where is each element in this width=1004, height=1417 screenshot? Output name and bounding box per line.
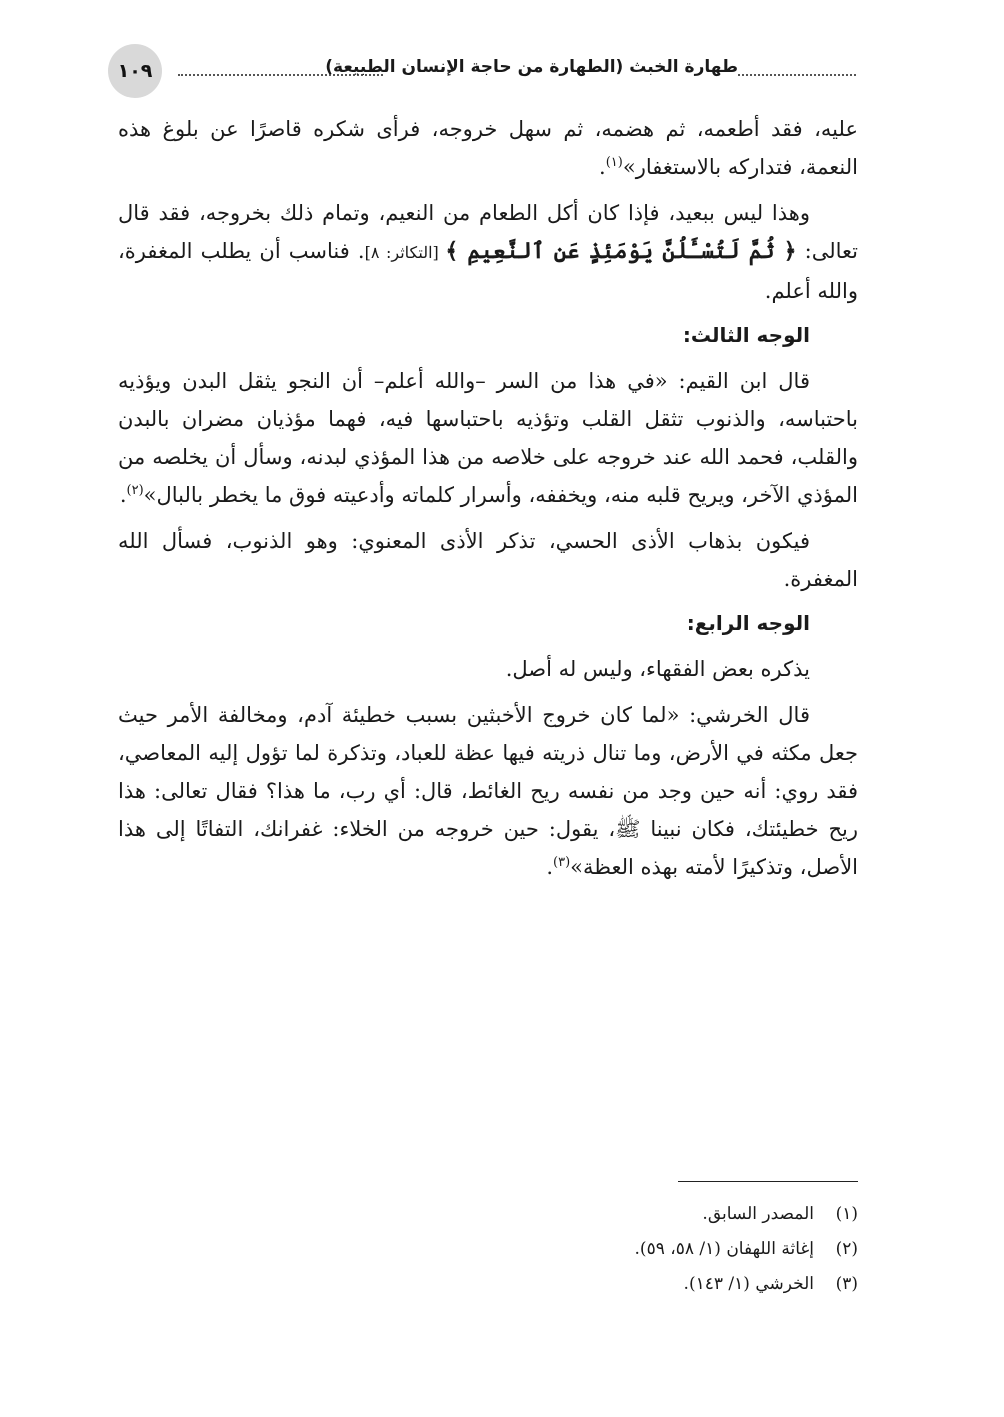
paragraph-kharashi	[118, 696, 858, 886]
footnote-ref-3[interactable]: (٣)	[553, 855, 571, 870]
footnote-ref-2[interactable]: (٢)	[126, 483, 144, 498]
paragraph-text: عليه، فقد أطعمه، ثم هضمه، ثم سهل خروجه، فرأى شكره قاصرًا عن بلوغ هذه النعمة، فتداركه بالاستغفار»	[118, 117, 858, 179]
footnote-separator	[678, 1181, 858, 1182]
paragraph-text: قال الخرشي: «لما كان خروج الأخبثين بسبب خطيئة آدم، ومخالفة الأمر حيث جعل مكثه في الأرض، وما تنال ذريته فيها عظة للعباد، وتذكرة لما تؤول إليه المعاصي، فقد روي: أنه حين وجد من نفسه ريح الغائط، قال: أي رب، ما هذا؟ فقال تعالى: هذا ريح خطيئتك، فكان نبينا ﷺ، يقول: حين خروجه من الخلاء: غفرانك، التفاتًا إلى هذا الأصل، وتذكيرًا لأمته بهذه العظة»	[118, 703, 858, 879]
running-header	[108, 44, 856, 106]
footnote-text: إغاثة اللهفان (١/ ٥٨، ٥٩).	[634, 1239, 814, 1259]
paragraph-end: .	[599, 155, 606, 179]
page-number-badge: ١٠٩	[108, 44, 162, 98]
paragraph-short: يذكره بعض الفقهاء، وليس له أصل.	[505, 657, 810, 681]
footnote-number: (٢)	[835, 1239, 858, 1259]
paragraph-ibn-qayyim	[118, 362, 858, 514]
footnote-number: (١)	[835, 1204, 858, 1224]
quran-verse: ﴿ ثُمَّ لَتُسْـَٔلُنَّ يَوْمَئِذٍ عَنِ ٱلنَّعِيمِ ﴾	[445, 238, 797, 264]
main-text	[118, 110, 858, 894]
paragraph-end: .	[546, 855, 553, 879]
footnote-item	[118, 1232, 858, 1267]
paragraph-text: . فناسب أن يطلب المغفرة، والله أعلم.	[118, 239, 858, 303]
footnote-item	[118, 1267, 858, 1302]
running-title: طهارة الخبث (الطهارة من حاجة الإنسان الطبيعة)	[325, 57, 738, 77]
footnote-text: الخرشي (١/ ١٤٣).	[683, 1274, 814, 1294]
paragraph-text: قال ابن القيم: «في هذا من السر –والله أعلم– أن النجو يثقل البدن ويؤذيه باحتباسه، والذنوب تثقل القلب وتؤذيه باحتباسها فيه، فهما مؤذيان مضران بالبدن والقلب، فحمد الله عند خروجه على خلاصه من هذا المؤذي لبدنه، وسأل أن يخلصه من المؤذي الآخر، ويريح قلبه منه، ويخففه، وأسرار كلماته وأدعيته فوق ما يخطر بالبال»	[118, 369, 858, 507]
header-dot-leader-right	[738, 74, 856, 76]
paragraph-text: وهذا ليس ببعيد، فإذا كان أكل الطعام من النعيم، وتمام ذلك بخروجه، فقد قال تعالى:	[118, 201, 858, 263]
section-heading-fourth: الوجه الرابع:	[686, 611, 810, 635]
footnotes	[118, 1197, 858, 1302]
paragraph-end: .	[119, 483, 127, 507]
footnote-text: المصدر السابق.	[702, 1204, 814, 1224]
section-heading-third: الوجه الثالث:	[682, 323, 810, 347]
footnote-item	[118, 1197, 858, 1232]
surah-citation: [التكاثر: ٨]	[364, 243, 446, 262]
paragraph-conclusion: فيكون بذهاب الأذى الحسي، تذكر الأذى المعنوي: وهو الذنوب، فسأل الله المغفرة.	[118, 529, 858, 591]
paragraph-continued	[118, 110, 858, 186]
paragraph-quran	[118, 194, 858, 310]
footnote-ref-1[interactable]: (١)	[605, 155, 623, 170]
footnote-number: (٣)	[835, 1274, 858, 1294]
